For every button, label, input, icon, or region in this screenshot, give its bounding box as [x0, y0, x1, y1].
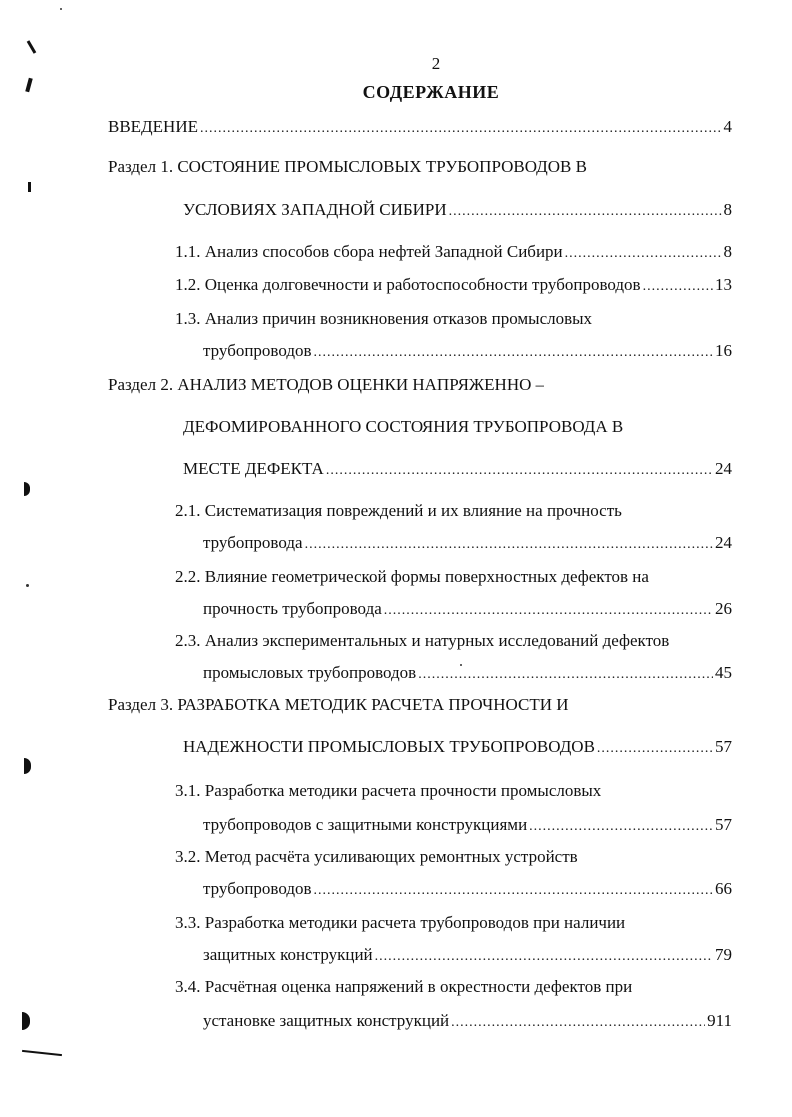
toc-entry-page: 57: [715, 815, 732, 834]
toc-entry-2-3-cont: [203, 662, 732, 684]
toc-entry-2-1-cont: [203, 532, 732, 554]
dot-leader: [449, 201, 722, 221]
toc-entry-2-1: 2.1. Систематизация повреждений и их влияние на прочность: [175, 501, 622, 520]
dot-leader: [597, 738, 713, 758]
toc-entry-1-2: [175, 274, 732, 296]
dot-leader: [565, 243, 722, 263]
toc-entry-3-2: 3.2. Метод расчёта усиливающих ремонтных устройств: [175, 847, 578, 866]
toc-entry-text: трубопроводов: [203, 341, 312, 360]
binder-hole-mark: [22, 1012, 30, 1030]
toc-section-2-heading-end: [183, 458, 732, 480]
toc-section-3-heading-cont: [183, 736, 732, 758]
toc-entry-1-3-cont: [203, 340, 732, 362]
dot-leader: [451, 1012, 705, 1032]
toc-entry-2-3: 2.3. Анализ экспериментальных и натурных исследований дефектов: [175, 631, 670, 650]
toc-entry-page: 24: [715, 533, 732, 552]
toc-entry-page: 8: [723, 242, 732, 261]
toc-entry-text: МЕСТЕ ДЕФЕКТА: [183, 459, 324, 478]
toc-section-2-heading-cont: ДЕФОМИРОВАННОГО СОСТОЯНИЯ ТРУБОПРОВОДА В: [183, 417, 624, 436]
toc-section-1-heading-cont: [183, 199, 732, 221]
toc-entry-page: 8: [723, 200, 732, 219]
dot-leader: [384, 600, 713, 620]
toc-entry-text: установке защитных конструкций: [203, 1011, 450, 1030]
toc-title: СОДЕРЖАНИЕ: [362, 82, 500, 102]
toc-entry-3-4-cont: [203, 1010, 732, 1032]
toc-entry-page: 79: [715, 945, 732, 964]
toc-entry-text: прочность трубопровода: [203, 599, 382, 618]
toc-entry-page: 57: [715, 737, 732, 756]
toc-entry-text: трубопровода: [203, 533, 303, 552]
toc-entry-3-3: 3.3. Разработка методики расчета трубопроводов при наличии: [175, 913, 626, 932]
binder-hole-mark: [24, 482, 30, 496]
toc-entry-2-2: 2.2. Влияние геометрической формы поверхностных дефектов на: [175, 567, 649, 586]
dot-leader: [418, 664, 713, 684]
toc-entry-page: 4: [723, 117, 732, 136]
toc-entry-introduction: [108, 116, 732, 138]
toc-entry-text: защитных конструкций: [203, 945, 373, 964]
toc-entry-text: 1.2. Оценка долговечности и работоспособности трубопроводов: [175, 275, 641, 294]
toc-entry-1-1: [175, 241, 732, 263]
toc-section-3-heading: Раздел 3. РАЗРАБОТКА МЕТОДИК РАСЧЕТА ПРОЧНОСТИ И: [108, 695, 569, 714]
toc-section-1-heading: Раздел 1. СОСТОЯНИЕ ПРОМЫСЛОВЫХ ТРУБОПРОВОДОВ В: [108, 157, 587, 176]
toc-entry-page: 911: [707, 1011, 732, 1030]
dot-leader: [314, 342, 713, 362]
toc-entry-1-3: 1.3. Анализ причин возникновения отказов промысловых: [175, 309, 593, 328]
scan-speck: [460, 664, 462, 666]
dot-leader: [375, 946, 713, 966]
toc-entry-text: НАДЕЖНОСТИ ПРОМЫСЛОВЫХ ТРУБОПРОВОДОВ: [183, 737, 595, 756]
toc-entry-page: 16: [715, 341, 732, 360]
scan-speck: [26, 584, 29, 587]
toc-section-2-heading: Раздел 2. АНАЛИЗ МЕТОДОВ ОЦЕНКИ НАПРЯЖЕННО –: [108, 375, 545, 394]
toc-entry-text: 1.1. Анализ способов сбора нефтей Западной Сибири: [175, 242, 563, 261]
scan-smudge: [22, 1050, 62, 1056]
toc-entry-3-2-cont: [203, 878, 732, 900]
toc-entry-2-2-cont: [203, 598, 732, 620]
toc-entry-page: 45: [715, 663, 732, 682]
scan-speck: [60, 8, 62, 10]
toc-entry-page: 26: [715, 599, 732, 618]
dot-leader: [305, 534, 713, 554]
toc-entry-text: ВВЕДЕНИЕ: [108, 117, 198, 136]
dot-leader: [643, 276, 713, 296]
toc-entry-3-1-cont: [203, 814, 732, 836]
dot-leader: [314, 880, 713, 900]
toc-entry-3-3-cont: [203, 944, 732, 966]
toc-entry-page: 66: [715, 879, 732, 898]
toc-entry-3-1: 3.1. Разработка методики расчета прочности промысловых: [175, 781, 602, 800]
toc-entry-text: трубопроводов с защитными конструкциями: [203, 815, 528, 834]
dot-leader: [326, 460, 713, 480]
binder-hole-mark: [24, 758, 31, 774]
toc-entry-text: УСЛОВИЯХ ЗАПАДНОЙ СИБИРИ: [183, 200, 447, 219]
dot-leader: [529, 816, 713, 836]
toc-entry-text: промысловых трубопроводов: [203, 663, 417, 682]
dot-leader: [200, 118, 722, 138]
page-number: 2: [431, 54, 441, 73]
toc-entry-page: 24: [715, 459, 732, 478]
scan-smudge: [28, 182, 31, 192]
toc-entry-text: трубопроводов: [203, 879, 312, 898]
toc-entry-page: 13: [715, 275, 732, 294]
scan-smudge: [27, 40, 37, 54]
toc-entry-3-4: 3.4. Расчётная оценка напряжений в окрестности дефектов при: [175, 977, 633, 996]
